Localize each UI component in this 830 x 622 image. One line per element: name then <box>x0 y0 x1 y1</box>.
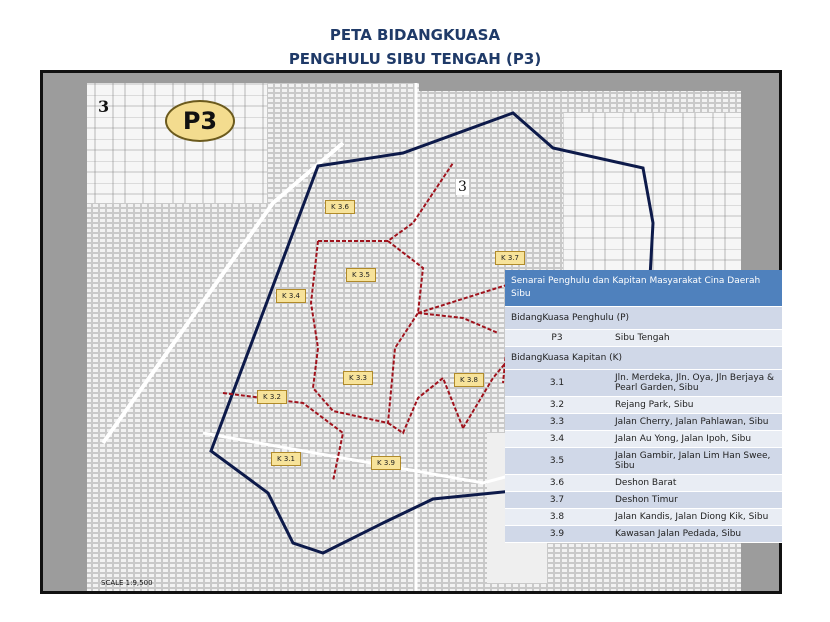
table-row <box>505 330 782 347</box>
table-row <box>505 475 782 492</box>
legend-area: Jalan Gambir, Jalan Lim Han Swee, Sibu <box>609 448 782 475</box>
legend-area: Sibu Tengah <box>609 330 782 347</box>
legend-code: 3.2 <box>505 397 609 414</box>
zone-tag-k31[interactable]: K 3.1 <box>271 452 301 466</box>
sheet-number-left: 3 <box>98 97 110 116</box>
legend-area: Kawasan Jalan Pedada, Sibu <box>609 526 782 543</box>
table-row <box>505 397 782 414</box>
zone-tag-k35[interactable]: K 3.5 <box>346 268 376 282</box>
table-row <box>505 526 782 543</box>
table-row <box>505 509 782 526</box>
legend-code: 3.7 <box>505 492 609 509</box>
legend-area: Rejang Park, Sibu <box>609 397 782 414</box>
legend-area: Jalan Cherry, Jalan Pahlawan, Sibu <box>609 414 782 431</box>
legend-area: Deshon Barat <box>609 475 782 492</box>
legend-code: 3.5 <box>505 448 609 475</box>
map-scale: SCALE 1:9,500 <box>101 579 153 587</box>
page-title-line1: PETA BIDANGKUASA <box>329 26 501 44</box>
page-title-line2: PENGHULU SIBU TENGAH (P3) <box>288 50 542 68</box>
jurisdiction-legend-table <box>505 270 782 543</box>
legend-code: 3.3 <box>505 414 609 431</box>
legend-area: Deshon Timur <box>609 492 782 509</box>
legend-code: P3 <box>505 330 609 347</box>
legend-area: Jalan Kandis, Jalan Diong Kik, Sibu <box>609 509 782 526</box>
table-row <box>505 448 782 475</box>
legend-section-penghulu: BidangKuasa Penghulu (P) <box>505 307 782 330</box>
zone-tag-k39[interactable]: K 3.9 <box>371 456 401 470</box>
zone-tag-k33[interactable]: K 3.3 <box>343 371 373 385</box>
open-area-nw <box>87 83 267 203</box>
table-row <box>505 414 782 431</box>
zone-tag-k32[interactable]: K 3.2 <box>257 390 287 404</box>
legend-code: 3.4 <box>505 431 609 448</box>
legend-header: Senarai Penghulu dan Kapitan Masyarakat Cina Daerah Sibu <box>505 270 782 307</box>
sheet-number-right: 3 <box>458 179 467 195</box>
legend-area: Jln. Merdeka, Jln. Oya, Jln Berjaya & Pearl Garden, Sibu <box>609 370 782 397</box>
zone-tag-k38[interactable]: K 3.8 <box>454 373 484 387</box>
p3-badge: P3 <box>165 100 235 142</box>
legend-section-kapitan: BidangKuasa Kapitan (K) <box>505 347 782 370</box>
table-row <box>505 431 782 448</box>
zone-tag-k36[interactable]: K 3.6 <box>325 200 355 214</box>
legend-code: 3.1 <box>505 370 609 397</box>
legend-area: Jalan Au Yong, Jalan Ipoh, Sibu <box>609 431 782 448</box>
table-row <box>505 492 782 509</box>
zone-tag-k37[interactable]: K 3.7 <box>495 251 525 265</box>
legend-code: 3.6 <box>505 475 609 492</box>
legend-code: 3.8 <box>505 509 609 526</box>
zone-tag-k34[interactable]: K 3.4 <box>276 289 306 303</box>
table-row <box>505 370 782 397</box>
legend-code: 3.9 <box>505 526 609 543</box>
